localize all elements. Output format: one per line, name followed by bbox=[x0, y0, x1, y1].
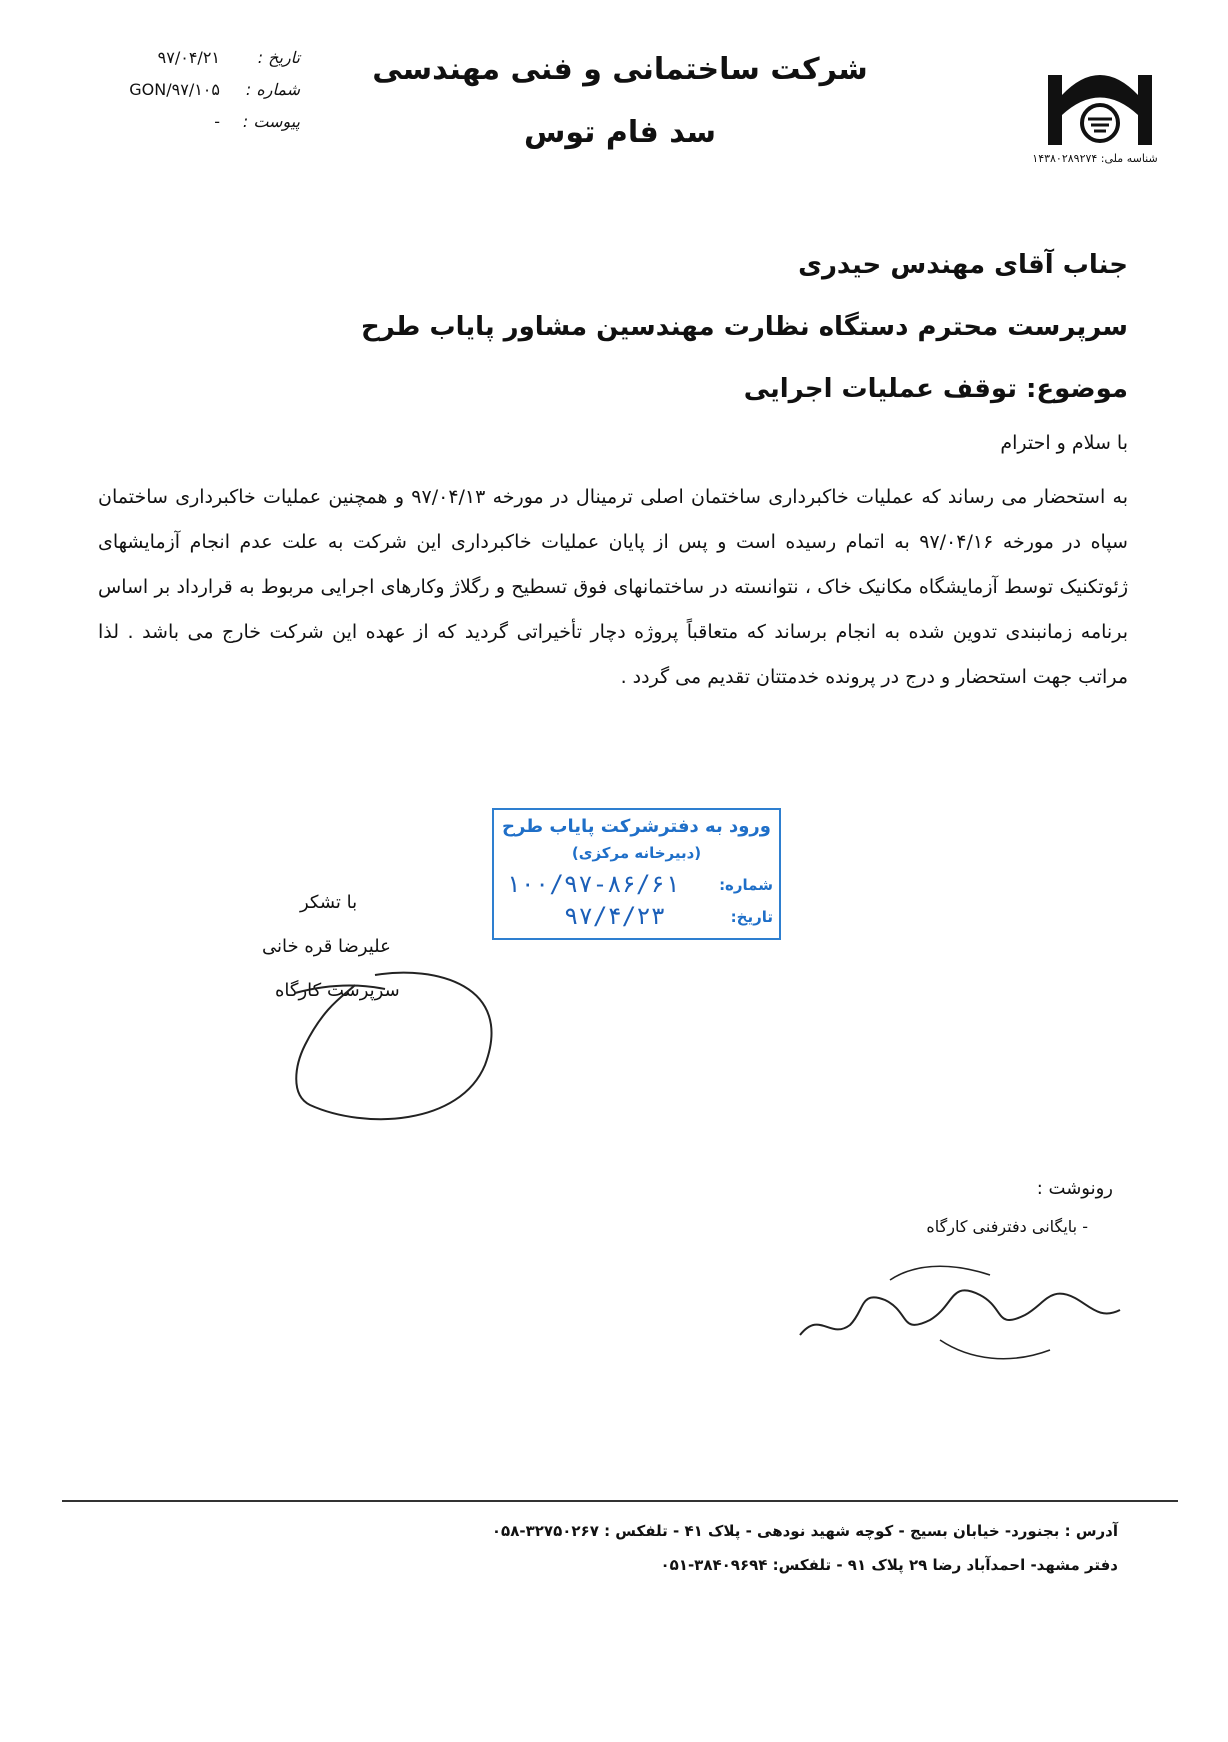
signature-scribble bbox=[285, 955, 515, 1155]
company-logo bbox=[1040, 45, 1160, 165]
stamp-subtitle: (دبیرخانه مرکزی) bbox=[571, 844, 702, 862]
addressee-name: جناب آقای مهندس حیدری bbox=[798, 250, 1128, 280]
logo-caption: شناسه ملی: ۱۴۳۸۰۲۸۹۲۷۴ bbox=[1032, 152, 1158, 165]
signer-title: سرپرست کارگاه bbox=[275, 980, 400, 1001]
meta-date-value: ۹۷/۰۴/۲۱ bbox=[157, 48, 220, 67]
body-paragraph: به استحضار می رساند که عملیات خاکبرداری ساختمان اصلی ترمینال در مورخه ۹۷/۰۴/۱۳ و همچنین عملیات خاکبرداری ساختمان سپاه در مورخه ۹۷/۰۴/۱۶ به اتمام رسیده است و پس از پایان عملیات خاکبرداری این شرکت به علت عدم انجام آزمایشهای ژئوتکنیک توسط آزمایشگاه مکانیک خاک ، نتوانسته در ساختمانهای فوق تسطیح و رگلاژ وکارهای اجرایی مربوط به قرارداد بر اساس برنامه زمانبندی تدوین شده به انجام برساند که متعاقباً پروژه دچار تأخیراتی گردید که از عهده این شرکت خارج می باشد . لذا مراتب جهت استحضار و درج در پرونده خدمتتان تقدیم می گردد . bbox=[98, 486, 1129, 688]
addressee-title: سرپرست محترم دستگاه نظارت مهندسین مشاور پایاب طرح bbox=[360, 312, 1128, 342]
receipt-stamp bbox=[492, 808, 781, 940]
company-subname: سد فام توس bbox=[523, 115, 717, 150]
handwritten-note-scribble bbox=[790, 1240, 1130, 1370]
meta-number-value: GON/۹۷/۱۰۵ bbox=[129, 80, 220, 99]
meta-number-label: شماره : bbox=[245, 80, 300, 99]
stamp-date-label: تاریخ: bbox=[730, 908, 773, 926]
stamp-number-value: ۱۰۰/۹۷-۸۶/۶۱ bbox=[506, 870, 680, 898]
footer-office: دفتر مشهد- احمدآباد رضا ۲۹ پلاک ۹۱ - تلفکس: ۳۸۴۰۹۶۹۴-۰۵۱ bbox=[660, 1556, 1118, 1574]
signer-name: علیرضا قره خانی bbox=[262, 936, 391, 957]
meta-date-row bbox=[100, 48, 300, 74]
closing-thanks: با تشکر bbox=[300, 892, 358, 913]
cc-title: رونوشت : bbox=[1036, 1178, 1113, 1199]
cc-item: - بایگانی دفترفنی کارگاه bbox=[926, 1217, 1088, 1236]
greeting: با سلام و احترام bbox=[1000, 432, 1128, 454]
meta-number-row bbox=[100, 80, 300, 106]
stamp-date-value: ۹۷/۴/۲۳ bbox=[564, 902, 666, 930]
footer-divider bbox=[62, 1500, 1178, 1502]
letter-subject: موضوع: توقف عملیات اجرایی bbox=[743, 374, 1128, 404]
meta-attachment-label: پیوست : bbox=[242, 112, 300, 131]
stamp-number-label: شماره: bbox=[719, 876, 773, 894]
company-name: شرکت ساختمانی و فنی مهندسی bbox=[372, 52, 868, 87]
meta-attachment-row bbox=[100, 112, 300, 138]
meta-date-label: تاریخ : bbox=[257, 48, 300, 67]
footer-address: آدرس : بجنورد- خیابان بسیج - کوچه شهید نودهی - پلاک ۴۱ - تلفکس : ۳۲۷۵۰۲۶۷-۰۵۸ bbox=[491, 1522, 1118, 1540]
meta-attachment-value: - bbox=[214, 112, 220, 131]
stamp-title: ورود به دفترشرکت پایاب طرح bbox=[502, 816, 771, 837]
